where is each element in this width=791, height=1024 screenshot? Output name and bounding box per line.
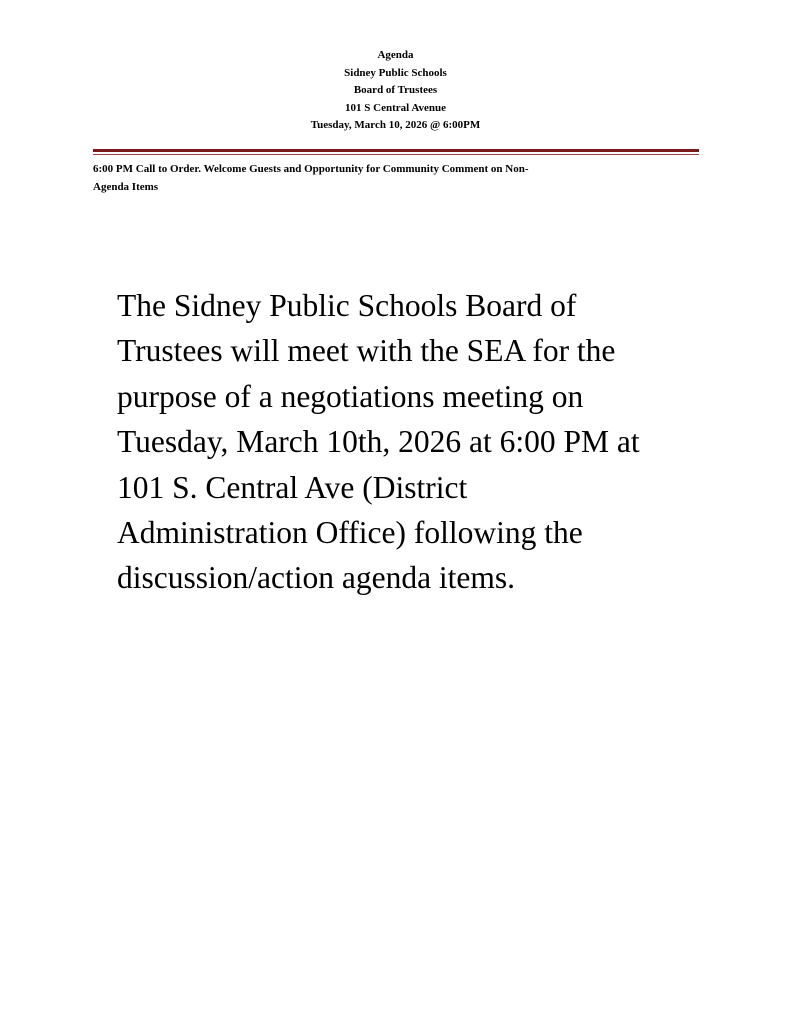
- notice-line: purpose of a negotiations meeting on: [117, 378, 584, 414]
- header-divider-thick: [93, 149, 699, 152]
- notice-line: Administration Office) following the: [117, 515, 583, 551]
- call-to-order-line-1: 6:00 PM Call to Order. Welcome Guests and Opportunity for Community Comment on Non-: [93, 163, 529, 175]
- notice-line: The Sidney Public Schools Board of: [117, 288, 577, 323]
- header-address: 101 S Central Avenue: [345, 101, 446, 114]
- document-header: [0, 47, 791, 135]
- call-to-order-item: [93, 160, 693, 196]
- header-divider-thin: [93, 154, 699, 155]
- header-organization: Sidney Public Schools: [344, 66, 447, 79]
- notice-line: Tuesday, March 10th, 2026 at 6:00 PM at: [117, 424, 640, 460]
- notice-line: Trustees will meet with the SEA for the: [117, 333, 616, 369]
- notice-line: discussion/action agenda items.: [117, 560, 516, 596]
- header-board: Board of Trustees: [353, 84, 438, 96]
- call-to-order-line-2: Agenda Items: [93, 181, 159, 193]
- meeting-notice: [117, 283, 707, 601]
- header-date: Tuesday, March 10, 2026 @ 6:00PM: [310, 119, 481, 131]
- notice-line: 101 S. Central Ave (District: [117, 469, 468, 505]
- header-title: Agenda: [377, 49, 414, 61]
